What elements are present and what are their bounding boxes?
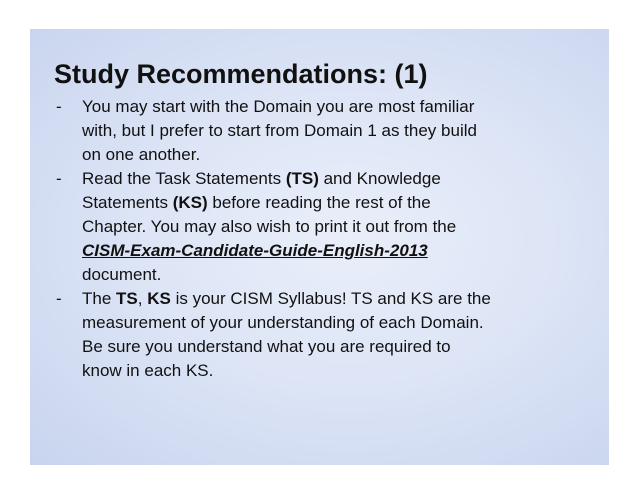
text-span: Read the Task Statements — [82, 169, 286, 188]
text-span: before reading the rest of the — [207, 193, 431, 212]
text-line — [82, 239, 596, 263]
ts-abbrev: TS — [116, 289, 138, 308]
text-line — [82, 191, 596, 215]
text-line: measurement of your understanding of each Domain. — [82, 313, 484, 332]
text-span: The — [82, 289, 117, 308]
bullet-list — [56, 95, 596, 383]
bullet-dash: - — [56, 169, 62, 188]
bullet-item — [56, 95, 596, 167]
bullet-item — [56, 287, 596, 383]
text-line: Be sure you understand what you are required to — [82, 337, 451, 356]
text-span: is your CISM Syllabus! TS and KS are the — [170, 289, 491, 308]
ks-abbrev: (KS) — [172, 193, 208, 212]
text-line: know in each KS. — [82, 361, 214, 380]
text-span: and Knowledge — [318, 169, 441, 188]
bullet-dash: - — [56, 97, 62, 116]
text-line: with, but I prefer to start from Domain 1 as they build — [82, 121, 477, 140]
text-line — [82, 287, 596, 311]
ks-abbrev: KS — [147, 289, 171, 308]
ts-abbrev: (TS) — [285, 169, 319, 188]
text-span: , — [137, 289, 148, 308]
candidate-guide-link[interactable]: CISM-Exam-Candidate-Guide-English-2013 — [82, 241, 428, 260]
text-line — [82, 167, 596, 191]
text-line: You may start with the Domain you are most familiar — [82, 97, 475, 116]
text-span: Statements — [82, 193, 173, 212]
slide-title: Study Recommendations: (1) — [54, 59, 428, 89]
text-line: Chapter. You may also wish to print it out from the — [82, 217, 457, 236]
bullet-item — [56, 167, 596, 287]
text-line: on one another. — [82, 145, 201, 164]
bullet-dash: - — [56, 289, 62, 308]
text-line: document. — [82, 265, 162, 284]
